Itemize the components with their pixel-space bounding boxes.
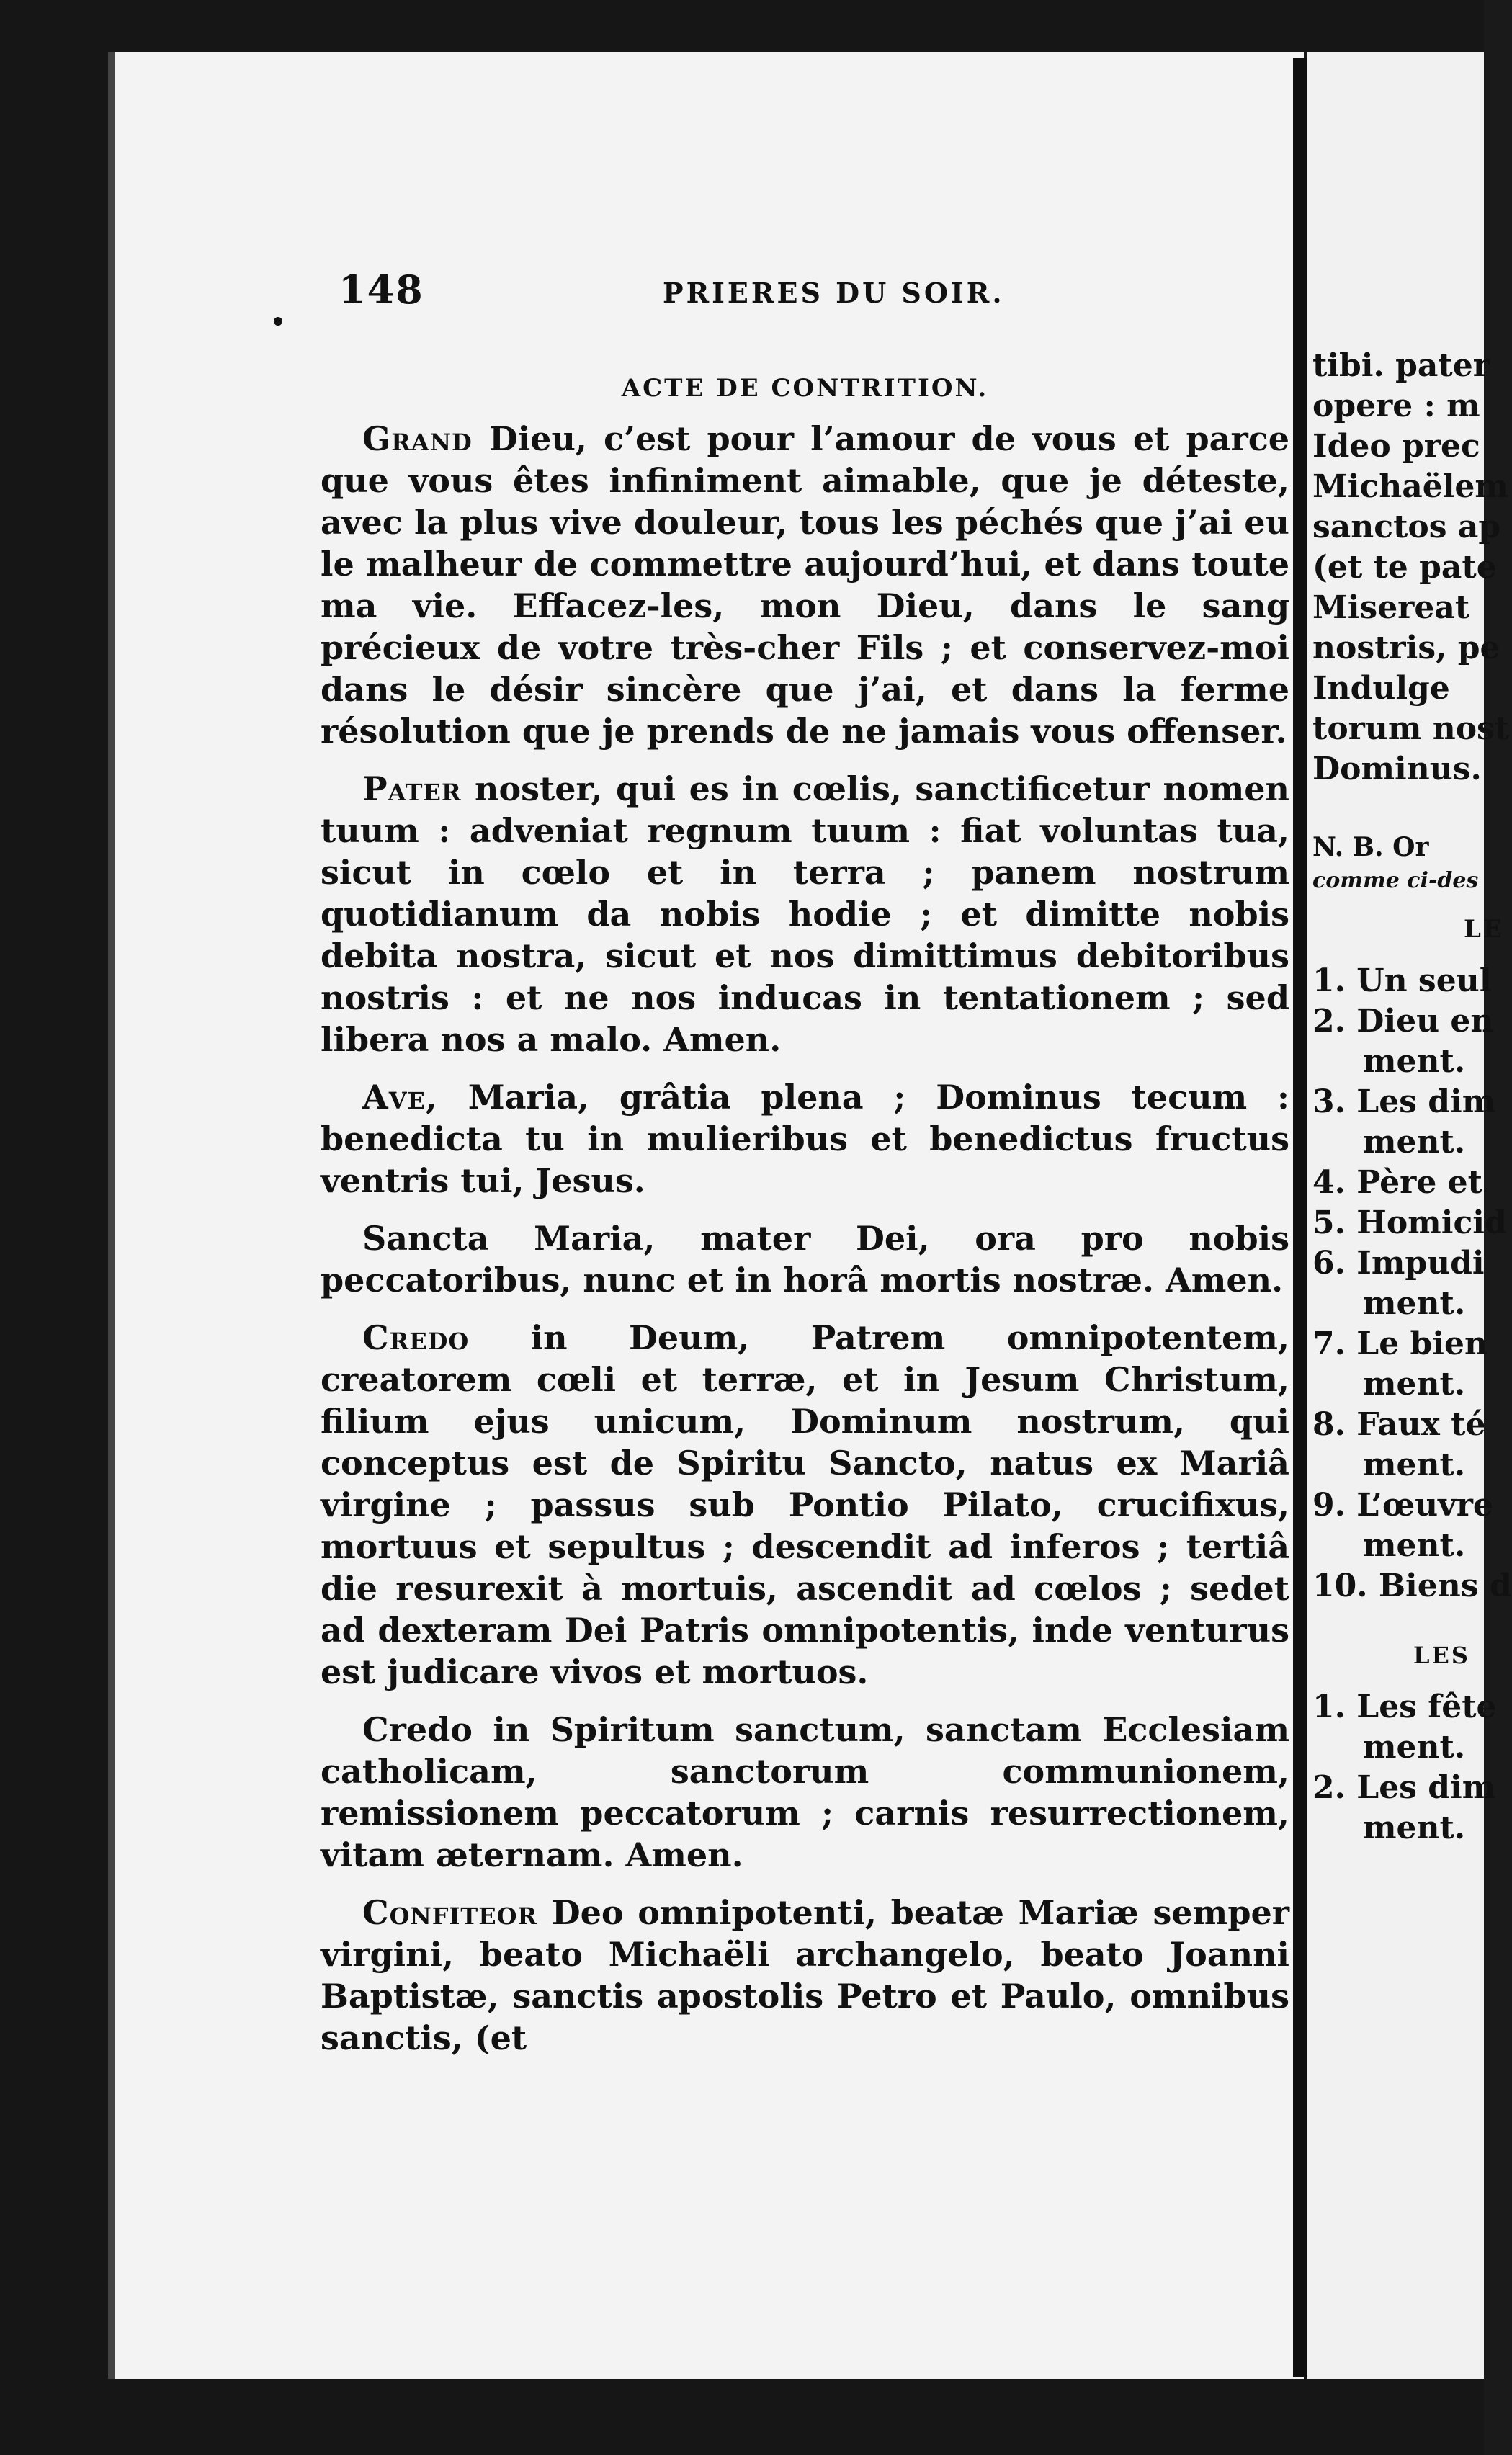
nb-note: N. B. Or [1312,832,1429,862]
paragraph-contrition [321,418,1289,752]
lead-word: Confiteor [362,1893,538,1932]
list-item: ment. [1363,1285,1466,1322]
paragraph-text: Credo in Spiritum sanctum, sanctam Ecclesiam catholicam, sanctorum communionem, remissionem peccatorum ; carnis resurrectionem, vitam æternam. Amen. [321,1710,1289,1874]
list-item: ment. [1363,1527,1466,1564]
right-page-text [1312,346,1512,1848]
list-item: 1. Un seul [1312,962,1492,999]
paragraph-text: Dieu, c’est pour l’amour de vous et parce que vous êtes infiniment aimable, que je déteste, avec la plus vive douleur, tous les péchés que j’ai eu le malheur de commettre aujourd’hui, et dans toute ma vie. Effacez-les, mon Dieu, dans le sang précieux de votre très-cher Fils ; et conservez-moi dans le désir sincère que j’ai, et dans la ferme résolution que je prends de ne jamais vous offenser. [321,419,1289,751]
list-heading: LE [1464,915,1504,944]
right-line: tibi. pater [1312,347,1490,384]
paragraph-confiteor [321,1892,1289,2059]
paragraph-text: in Deum, Patrem omnipotentem, creatorem cœli et terræ, et in Jesum Christum, filium ejus unicum, Dominum nostrum, qui conceptus est de Spiritu Sancto, natus ex Mariâ virgine ; passus sub Pontio Pilato, crucifixus, mortuus et sepultus ; descendit ad inferos ; tertiâ die resurexit à mortuis, ascendit ad cœlos ; sedet ad dexteram Dei Patris omnipotentis, inde venturus est judicare vivos et mortuos. [321,1318,1289,1691]
right-line: sanctos ap [1312,509,1501,545]
paragraph-sancta-maria [321,1217,1289,1301]
right-line: Misereat [1312,589,1470,626]
lead-word: Pater [362,769,462,808]
list-item: 2. Dieu en [1312,1003,1494,1039]
lead-word: Credo [362,1318,470,1357]
right-line: torum nost [1312,710,1510,747]
list-item: 6. Impudi [1312,1245,1485,1282]
paragraph-credo-spiritum [321,1709,1289,1876]
list-item: 10. Biens d [1312,1568,1512,1604]
lead-word: Grand [362,419,473,458]
paragraph-credo [321,1317,1289,1693]
list-item: 3. Les dim [1312,1083,1496,1120]
section-heading: ACTE DE CONTRITION. [621,374,989,403]
right-line: Dominus. [1312,751,1482,787]
list-item: ment. [1363,1366,1466,1403]
list-item: 5. Homicid [1312,1204,1507,1241]
list-item: ment. [1363,1729,1466,1766]
right-line: nostris, pe [1312,630,1500,666]
paragraph-pater [321,768,1289,1060]
paragraph-text: Sancta Maria, mater Dei, ora pro nobis peccatoribus, nunc et in horâ mortis nostræ. Amen. [321,1219,1289,1300]
list-item: 1. Les fête [1312,1689,1497,1725]
main-text-column [321,367,1289,2075]
paragraph-text: noster, qui es in cœlis, sanctificetur nomen tuum : adveniat regnum tuum : fiat voluntas tua, sicut in cœlo et in terra ; panem nostrum quotidianum da nobis hodie ; et dimitte nobis debita nostra, sicut et nos dimittimus debitoribus nostris : et ne nos inducas in tentationem ; sed libera nos a malo. Amen. [321,769,1290,1059]
list-item: ment. [1363,1446,1466,1483]
church-commandments-list [1312,1687,1497,1848]
list-item: 8. Faux té [1312,1406,1486,1443]
paragraph-text: Maria, grâtia plena ; Dominus tecum : benedicta tu in mulieribus et benedictus fructus ventris tui, Jesus. [321,1078,1290,1200]
ink-dot [274,317,282,326]
list-item: 7. Le bien [1312,1325,1488,1362]
paragraph-ave [321,1076,1289,1202]
list-item: ment. [1363,1810,1466,1846]
list-item: ment. [1363,1043,1466,1080]
list-item: 9. L’œuvre [1312,1487,1493,1524]
list-heading-2: LES [1413,1642,1470,1669]
right-line: Indulge [1312,670,1450,707]
commandments-list [1312,961,1512,1606]
right-line: Ideo prec [1312,428,1480,465]
list-item: 4. Père et [1312,1164,1482,1201]
right-line: opere : m [1312,388,1480,424]
right-line: (et te pate [1312,549,1497,586]
list-item: ment. [1363,1124,1466,1161]
paragraph-text: Deo omnipotenti, beatæ Mariæ semper virgini, beato Michaëli archangelo, beato Joanni Baptistæ, sanctis apostolis Petro et Paulo, omnibus sanctis, (et [321,1893,1290,2057]
nb-note-sub: comme ci-des [1312,868,1479,893]
lead-word: Ave, [362,1078,438,1117]
running-title: PRIERES DU SOIR. [663,277,1005,309]
list-item: 2. Les dim [1312,1769,1496,1806]
page-number: 148 [339,267,424,313]
right-line: Michaëlem [1312,468,1508,505]
